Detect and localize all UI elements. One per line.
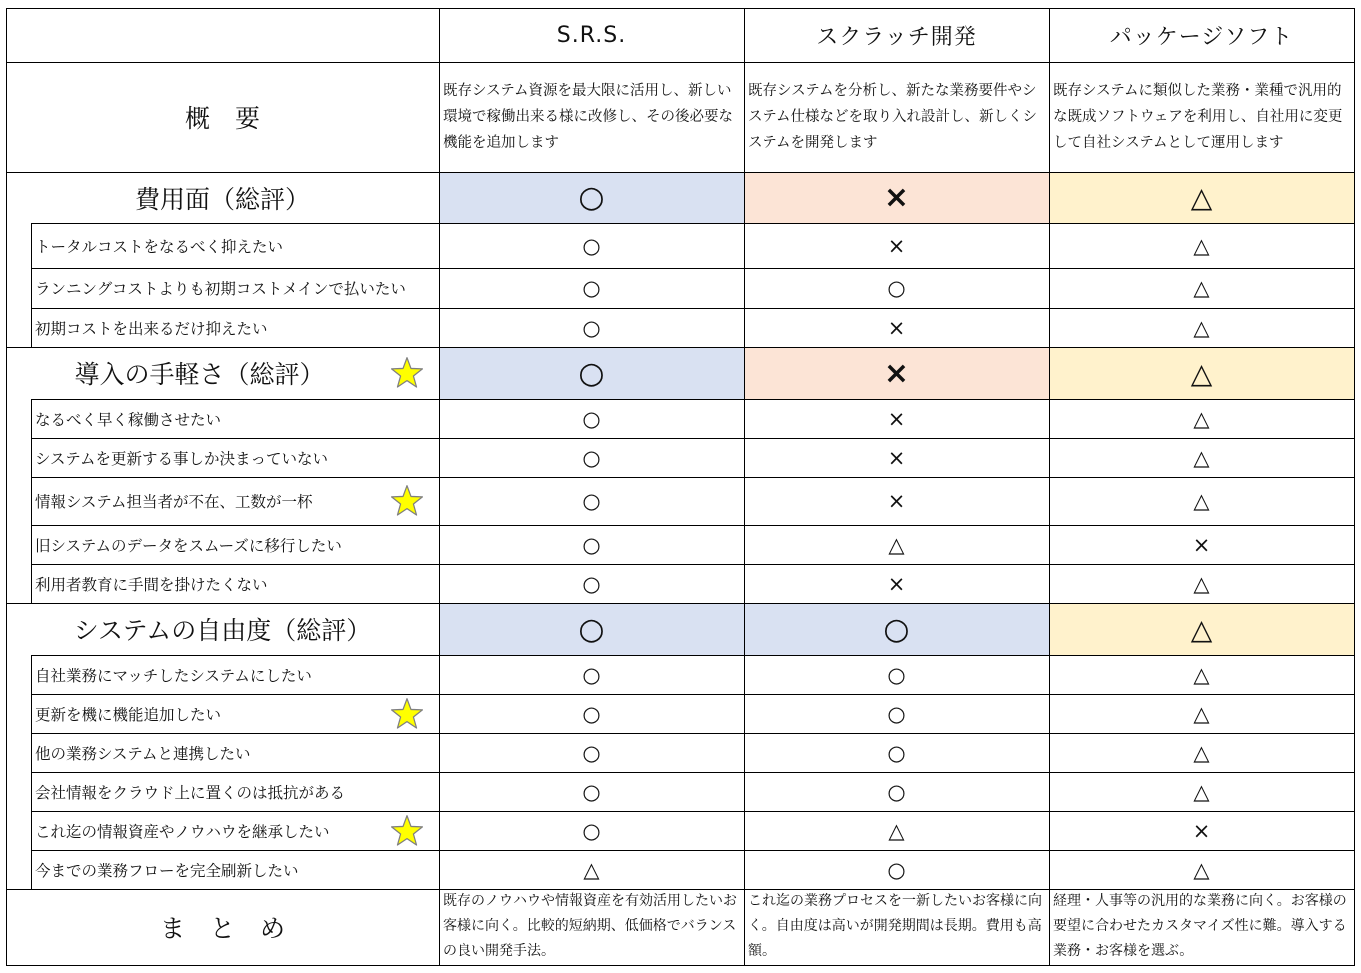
- column-header-3: パッケージソフト: [1109, 24, 1294, 50]
- section-label: [6, 172, 439, 223]
- rating-mark: ○: [883, 611, 910, 647]
- section-label: [6, 603, 439, 655]
- criterion-rating: ○: [887, 779, 906, 804]
- criterion-rating: ○: [887, 662, 906, 687]
- grid-line: [31, 655, 33, 890]
- rating-mark: ×: [883, 180, 910, 215]
- criterion-rating: ×: [887, 406, 906, 431]
- overview-label: 概 要: [184, 104, 260, 133]
- criterion-rating: △: [888, 818, 905, 843]
- section-label-text: 費用面（総評）: [134, 184, 310, 214]
- grid-line: [31, 308, 1355, 310]
- criterion-rating: ○: [582, 779, 601, 804]
- grid-line: [31, 733, 1355, 735]
- criterion-rating: △: [1193, 276, 1210, 300]
- star-icon: [389, 355, 425, 391]
- section-rating: [744, 172, 1049, 223]
- criterion-text: 旧システムのデータをスムーズに移行したい: [35, 536, 342, 555]
- criterion-rating: △: [1193, 701, 1210, 726]
- criterion-text: 利用者教育に手間を掛けたくない: [35, 575, 268, 594]
- summary-text-3: 経理・人事等の汎用的な業務に向く。お客様の要望に合わせたカスタマイズ性に難。導入する業務・お客様を選ぶ。: [1053, 893, 1347, 959]
- criterion-text: ランニングコストよりも初期コストメインで払いたい: [35, 280, 406, 298]
- criterion-rating: ×: [887, 489, 906, 513]
- corner-cell: [6, 8, 439, 62]
- grid-line: [6, 603, 1355, 605]
- criterion-rating: △: [583, 857, 600, 882]
- criterion-text: 更新を機に機能追加したい: [35, 705, 222, 724]
- rating-mark: △: [1190, 612, 1213, 646]
- section-rating: [439, 172, 744, 223]
- section-label: [6, 347, 439, 399]
- criterion-rating: △: [1193, 406, 1210, 431]
- criterion-rating: △: [1193, 779, 1210, 804]
- grid-line: [6, 8, 1355, 10]
- section-rating: [1049, 172, 1354, 223]
- star-icon: [389, 483, 425, 519]
- criterion-rating: ○: [582, 701, 601, 726]
- criterion-label: [31, 308, 439, 347]
- grid-line: [31, 268, 1355, 270]
- criterion-rating: ○: [582, 532, 601, 557]
- overview-text-3: 既存システムに類似した業務・業種で汎用的な既成ソフトウェアを利用し、自社用に変更して自社システムとして運用します: [1053, 83, 1343, 151]
- criterion-label: [31, 733, 439, 772]
- grid-line: [6, 347, 1355, 349]
- criterion-rating: △: [1193, 315, 1210, 340]
- criterion-label: [31, 223, 439, 268]
- grid-line: [6, 172, 1355, 174]
- criterion-rating: ○: [582, 233, 601, 258]
- criterion-label: [31, 525, 439, 564]
- criterion-text: 他の業務システムと連携したい: [35, 744, 251, 763]
- rating-mark: △: [1190, 356, 1213, 390]
- section-rating: [1049, 603, 1354, 655]
- criterion-label: [31, 772, 439, 811]
- criterion-label: [31, 438, 439, 477]
- summary-label: ま と め: [159, 914, 285, 943]
- column-header-2: スクラッチ開発: [816, 24, 977, 50]
- criterion-text: 会社情報をクラウド上に置くのは抵抗がある: [35, 783, 346, 802]
- grid-line: [744, 8, 746, 966]
- criterion-rating: ○: [582, 818, 601, 843]
- criterion-rating: △: [1193, 233, 1210, 258]
- section-rating: [744, 603, 1049, 655]
- grid-line: [439, 8, 441, 966]
- grid-line: [31, 399, 33, 604]
- criterion-label: [31, 811, 439, 850]
- grid-line: [31, 850, 1355, 852]
- criterion-rating: ×: [887, 571, 906, 596]
- criterion-rating: ○: [887, 276, 906, 300]
- rating-mark: ○: [578, 180, 605, 215]
- grid-line: [31, 223, 1355, 225]
- grid-line: [31, 564, 1355, 566]
- criterion-rating: ○: [582, 489, 601, 513]
- criterion-rating: △: [1193, 662, 1210, 687]
- criterion-text: トータルコストをなるべく抑えたい: [35, 237, 284, 256]
- criterion-label: [31, 268, 439, 308]
- criterion-rating: ×: [887, 233, 906, 258]
- criterion-label: [31, 399, 439, 438]
- criterion-rating: ○: [582, 571, 601, 596]
- column-header-1: S.R.S.: [556, 22, 627, 48]
- summary-text-2: これ迄の業務プロセスを一新したいお客様に向く。自由度は高いが開発期間は長期。費用も高額。: [748, 893, 1042, 959]
- grid-line: [31, 694, 1355, 696]
- grid-line: [31, 655, 1355, 657]
- criterion-rating: △: [888, 532, 905, 557]
- criterion-rating: △: [1193, 740, 1210, 765]
- grid-line: [31, 399, 1355, 401]
- criterion-rating: ×: [887, 445, 906, 470]
- grid-line: [31, 525, 1355, 527]
- section-rating: [1049, 347, 1354, 399]
- criterion-text: 情報システム担当者が不在、工数が一杯: [35, 493, 313, 511]
- grid-line: [31, 811, 1355, 813]
- grid-line: [31, 477, 1355, 479]
- grid-line: [6, 889, 1355, 891]
- star-icon: [389, 696, 425, 732]
- criterion-label: [31, 694, 439, 733]
- overview-text-1: 既存システム資源を最大限に活用し、新しい環境で稼働出来る様に改修し、その後必要な機能を追加します: [443, 83, 733, 151]
- criterion-text: これ迄の情報資産やノウハウを継承したい: [35, 822, 330, 841]
- criterion-text: 今までの業務フローを完全刷新したい: [35, 861, 299, 880]
- section-rating: [744, 347, 1049, 399]
- criterion-rating: ○: [582, 445, 601, 470]
- rating-mark: ○: [578, 611, 605, 647]
- criterion-rating: ○: [582, 276, 601, 300]
- criterion-label: [31, 850, 439, 889]
- section-label-text: 導入の手軽さ（総評）: [74, 360, 325, 389]
- criterion-label: [31, 655, 439, 694]
- grid-line: [6, 62, 1355, 64]
- criterion-rating: ○: [582, 740, 601, 765]
- criterion-text: システムを更新する事しか決まっていない: [35, 449, 328, 468]
- section-label-text: システムの自由度（総評）: [73, 616, 372, 645]
- section-rating: [439, 347, 744, 399]
- criterion-rating: ×: [1192, 532, 1211, 557]
- grid-line: [1354, 8, 1356, 966]
- rating-mark: ○: [578, 355, 605, 391]
- criterion-rating: ○: [582, 406, 601, 431]
- criterion-text: 初期コストを出来るだけ抑えたい: [35, 319, 268, 338]
- criterion-rating: △: [1193, 445, 1210, 470]
- overview-text-2: 既存システムを分析し、新たな業務要件やシステム仕様などを取り入れ設計し、新しくシステムを開発します: [748, 83, 1037, 151]
- criterion-rating: △: [1193, 489, 1210, 513]
- criterion-rating: △: [1193, 571, 1210, 596]
- criterion-text: なるべく早く稼働させたい: [35, 410, 222, 429]
- criterion-rating: ○: [887, 740, 906, 765]
- star-icon: [389, 813, 425, 849]
- section-rating: [439, 603, 744, 655]
- summary-text-1: 既存のノウハウや情報資産を有効活用したいお客様に向く。比較的短納期、低価格でバランスの良い開発手法。: [443, 893, 737, 959]
- rating-mark: △: [1190, 181, 1213, 214]
- criterion-label: [31, 564, 439, 603]
- grid-line: [31, 438, 1355, 440]
- criterion-label: [31, 477, 439, 525]
- criterion-text: 自社業務にマッチしたシステムにしたい: [35, 666, 312, 685]
- criterion-rating: ○: [887, 857, 906, 882]
- criterion-rating: ○: [582, 315, 601, 340]
- rating-mark: ×: [883, 355, 910, 391]
- criterion-rating: ○: [887, 701, 906, 726]
- grid-line: [31, 223, 33, 348]
- criterion-rating: ×: [887, 315, 906, 340]
- criterion-rating: ○: [582, 662, 601, 687]
- grid-line: [6, 965, 1355, 967]
- criterion-rating: △: [1193, 857, 1210, 882]
- grid-line: [6, 8, 8, 966]
- grid-line: [1049, 8, 1051, 966]
- grid-line: [31, 772, 1355, 774]
- criterion-rating: ×: [1192, 818, 1211, 843]
